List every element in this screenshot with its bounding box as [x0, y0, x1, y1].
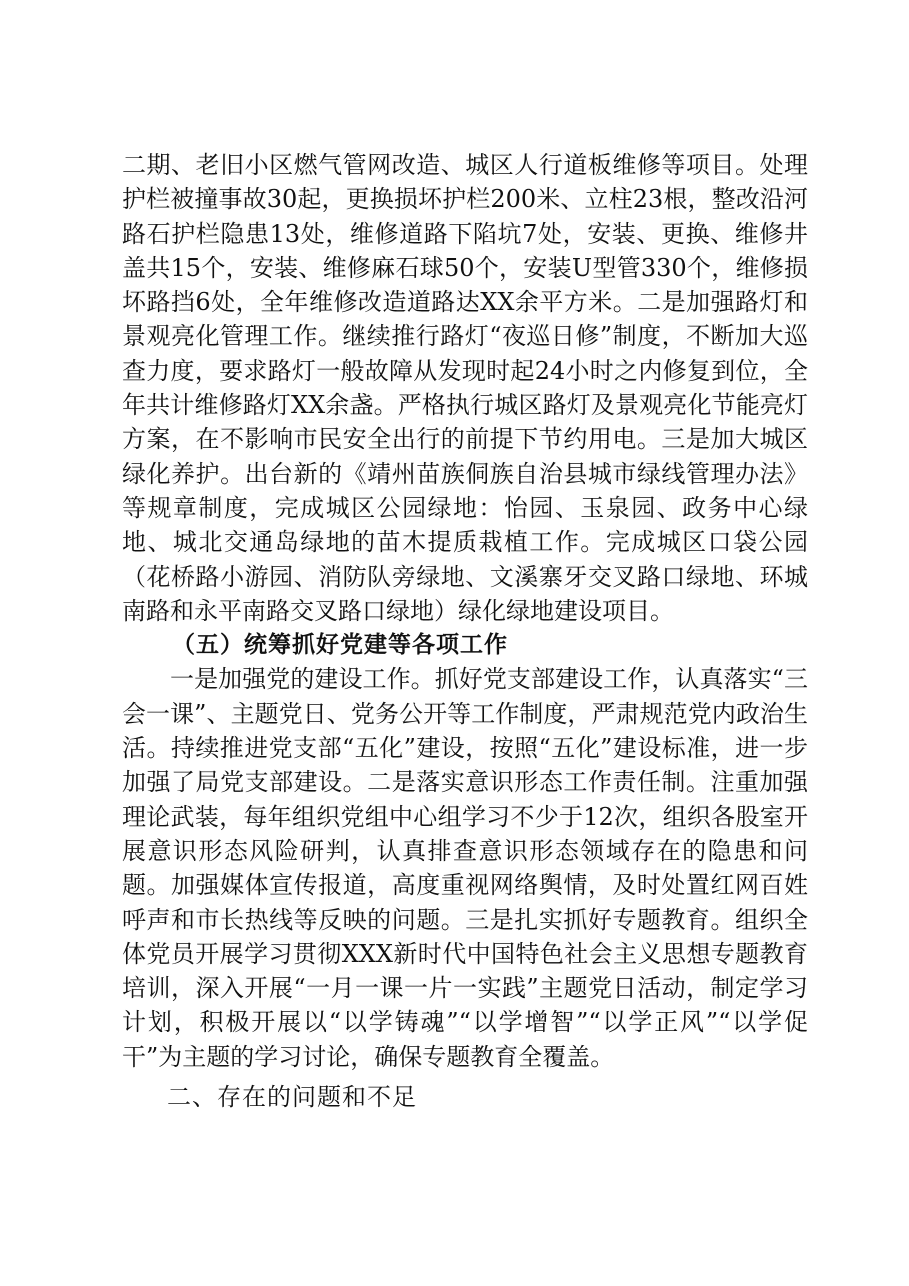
- section-heading-problems: 二、存在的问题和不足: [167, 1083, 417, 1112]
- document-body: [122, 148, 808, 1114]
- paragraph-party-building: 一是加强党的建设工作。抓好党支部建设工作，认真落实“三会一课”、主题党日、党务公开等工作制度，严肃规范党内政治生活。持续推进党支部“五化”建设，按照“五化”建设标准，进一步加强了局党支部建设。二是落实意识形态工作责任制。注重加强理论武装，每年组织党组中心组学习不少于12次，组织各股室开展意识形态风险研判，认真排查意识形态领域存在的隐患和问题。加强媒体宣传报道，高度重视网络舆情，及时处置红网百姓呼声和市长热线等反映的问题。三是扎实抓好专题教育。组织全体党员开展学习贯彻XXX新时代中国特色社会主义思想专题教育培训，深入开展“一月一课一片一实践”主题党日活动，制定学习计划，积极开展以“以学铸魂”“以学增智”“以学正风”“以学促干”为主题的学习讨论，确保专题教育全覆盖。: [122, 665, 808, 1071]
- paragraph-continued: 二期、老旧小区燃气管网改造、城区人行道板维修等项目。处理护栏被撞事故30起，更换损坏护栏200米、立柱23根，整改沿河路石护栏隐患13处，维修道路下陷坑7处，安装、更换、维修井盖共15个，安装、维修麻石球50个，安装U型管330个，维修损坏路挡6处，全年维修改造道路达XX余平方米。二是加强路灯和景观亮化管理工作。继续推行路灯“夜巡日修”制度，不断加大巡查力度，要求路灯一般故障从发现时起24小时之内修复到位，全年共计维修路灯XX余盏。严格执行城区路灯及景观亮化节能亮灯方案，在不影响市民安全出行的前提下节约用电。三是加大城区绿化养护。出台新的《靖州苗族侗族自治县城市绿线管理办法》等规章制度，完成城区公园绿地：怡园、玉泉园、政务中心绿地、城北交通岛绿地的苗木提质栽植工作。完成城区口袋公园（花桥路小游园、消防队旁绿地、文溪寨牙交叉路口绿地、环城南路和永平南路交叉路口绿地）绿化绿地建设项目。: [122, 151, 808, 625]
- subheading-party-building: （五）统筹抓好党建等各项工作: [172, 632, 508, 659]
